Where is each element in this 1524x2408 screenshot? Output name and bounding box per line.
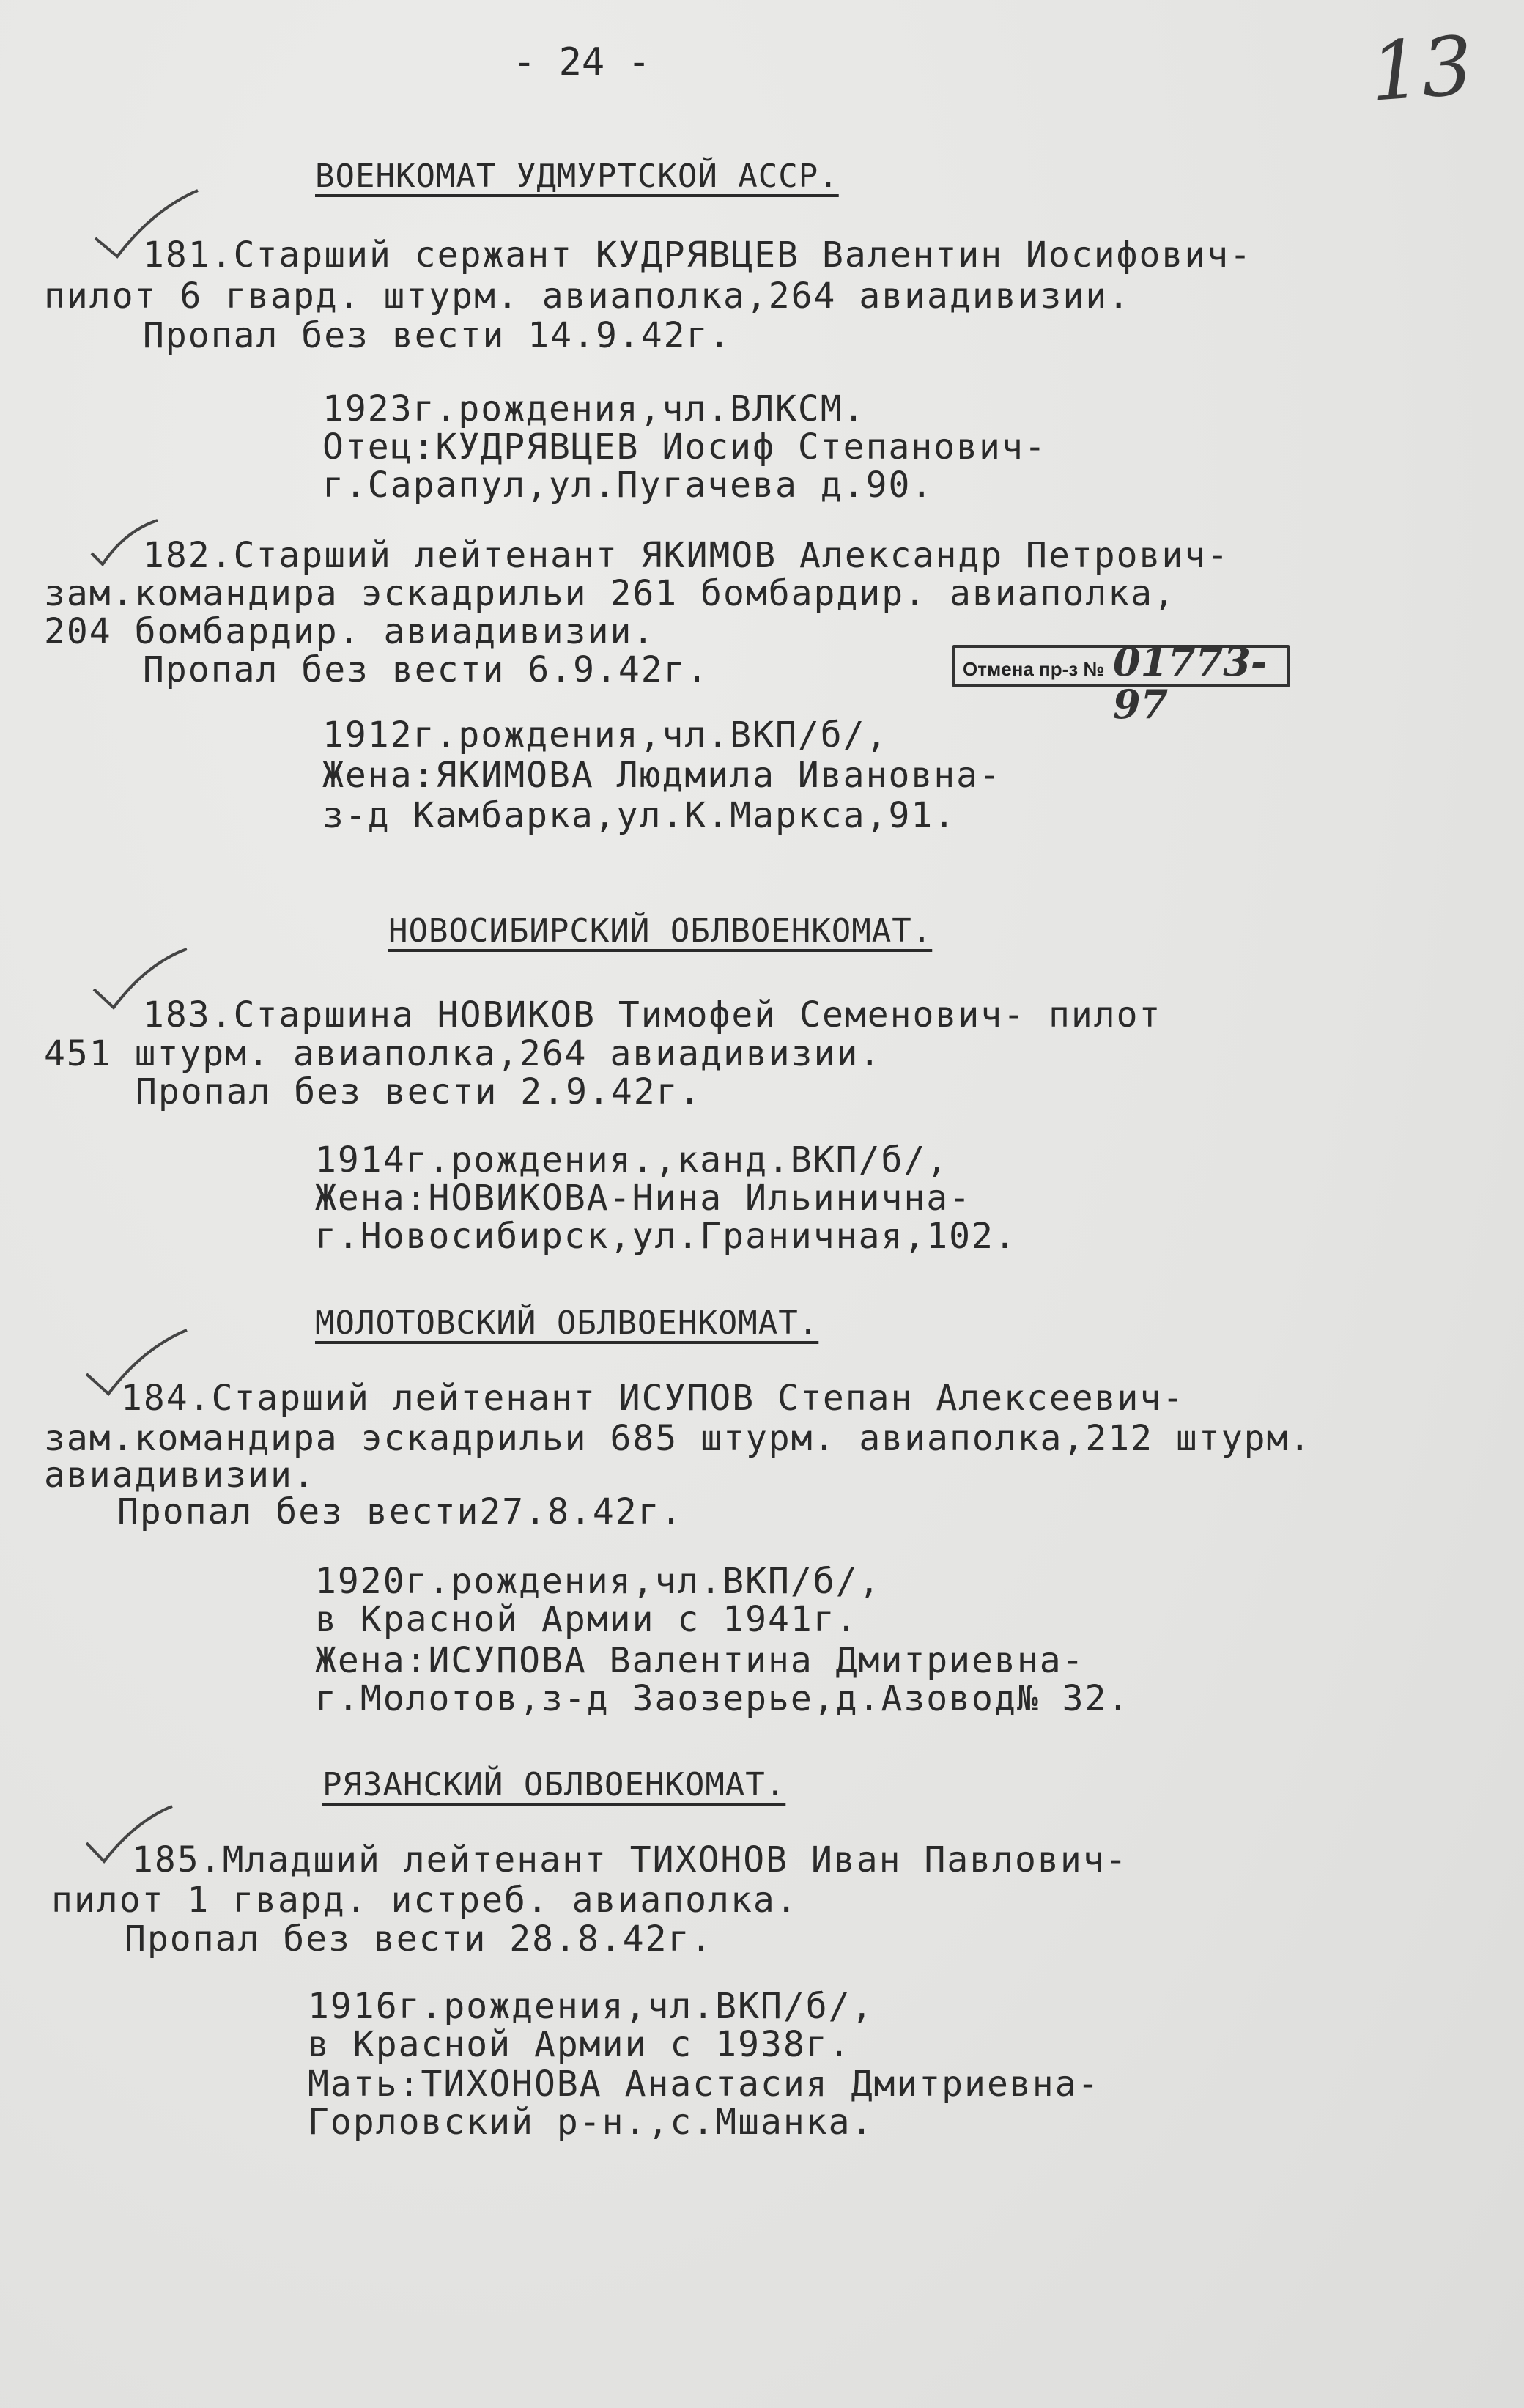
entry-detail: 1923г.рождения,чл.ВЛКСМ.: [322, 388, 866, 429]
section-header: РЯЗАНСКИЙ ОБЛВОЕНКОМАТ.: [322, 1766, 786, 1803]
section-header: НОВОСИБИРСКИЙ ОБЛВОЕНКОМАТ.: [388, 912, 933, 950]
entry-line: зам.командира эскадрильи 685 штурм. авиаполка,212 штурм.: [44, 1418, 1312, 1459]
entry-line: зам.командира эскадрильи 261 бомбардир. авиаполка,: [44, 573, 1176, 614]
entry-line: Пропал без вести 28.8.42г.: [125, 1918, 714, 1960]
entry-detail: г.Сарапул,ул.Пугачева д.90.: [322, 465, 934, 506]
entry-detail: 1912г.рождения,чл.ВКП/б/,: [322, 714, 889, 756]
entry-detail: Жена:ЯКИМОВА Людмила Ивановна-: [322, 755, 1002, 796]
entry-detail: г.Молотов,з-д Заозерье,д.Азовод№ 32.: [315, 1678, 1131, 1719]
cancellation-stamp: [952, 638, 1290, 728]
entry-line: 451 штурм. авиаполка,264 авиадивизии.: [44, 1033, 882, 1074]
entry-line: 182.Старший лейтенант ЯКИМОВ Александр Петрович-: [143, 535, 1230, 576]
entry-line: Пропал без вести27.8.42г.: [117, 1491, 684, 1532]
entry-detail: Горловский р-н.,с.Мшанка.: [308, 2102, 874, 2143]
entry-line: 183.Старшина НОВИКОВ Тимофей Семенович- пилот: [143, 994, 1162, 1035]
stamp-label: Отмена пр-з №: [963, 658, 1105, 680]
entry-line: пилот 6 гвард. штурм. авиаполка,264 авиадивизии.: [44, 276, 1131, 317]
sheet-number: 13: [1366, 18, 1476, 119]
entry-detail: з-д Камбарка,ул.К.Маркса,91.: [322, 795, 957, 836]
entry-detail: в Красной Армии с 1941г.: [315, 1599, 859, 1640]
entry-line: 181.Старший сержант КУДРЯВЦЕВ Валентин Иосифович-: [143, 234, 1253, 276]
entry-line: Пропал без вести 2.9.42г.: [136, 1071, 702, 1112]
entry-line: 204 бомбардир. авиадивизии.: [44, 611, 656, 652]
entry-detail: 1920г.рождения,чл.ВКП/б/,: [315, 1561, 881, 1602]
entry-detail: 1914г.рождения.,канд.ВКП/б/,: [315, 1140, 950, 1181]
section-header: ВОЕНКОМАТ УДМУРТСКОЙ АССР.: [315, 158, 839, 195]
entry-line: Пропал без вести 6.9.42г.: [143, 649, 709, 690]
entry-detail: Отец:КУДРЯВЦЕВ Иосиф Степанович-: [322, 426, 1047, 468]
entry-line: пилот 1 гвард. истреб. авиаполка.: [51, 1880, 799, 1921]
entry-detail: Жена:ИСУПОВА Валентина Дмитриевна-: [315, 1640, 1085, 1681]
entry-detail: в Красной Армии с 1938г.: [308, 2024, 851, 2065]
entry-line: авиадивизии.: [44, 1455, 316, 1496]
entry-detail: Мать:ТИХОНОВА Анастасия Дмитриевна-: [308, 2064, 1101, 2105]
entry-detail: Жена:НОВИКОВА-Нина Ильинична-: [315, 1178, 972, 1219]
entry-line: Пропал без вести 14.9.42г.: [143, 315, 732, 356]
entry-detail: 1916г.рождения,чл.ВКП/б/,: [308, 1986, 874, 2027]
entry-detail: г.Новосибирск,ул.Граничная,102.: [315, 1216, 1017, 1257]
entry-line: 185.Младший лейтенант ТИХОНОВ Иван Павлович-: [132, 1839, 1128, 1880]
stamp-handwritten-number: 01773-97: [1113, 638, 1268, 728]
entry-line: 184.Старший лейтенант ИСУПОВ Степан Алексеевич-: [121, 1378, 1185, 1419]
section-header: МОЛОТОВСКИЙ ОБЛВОЕНКОМАТ.: [315, 1304, 819, 1342]
page-number: - 24 -: [513, 40, 651, 84]
